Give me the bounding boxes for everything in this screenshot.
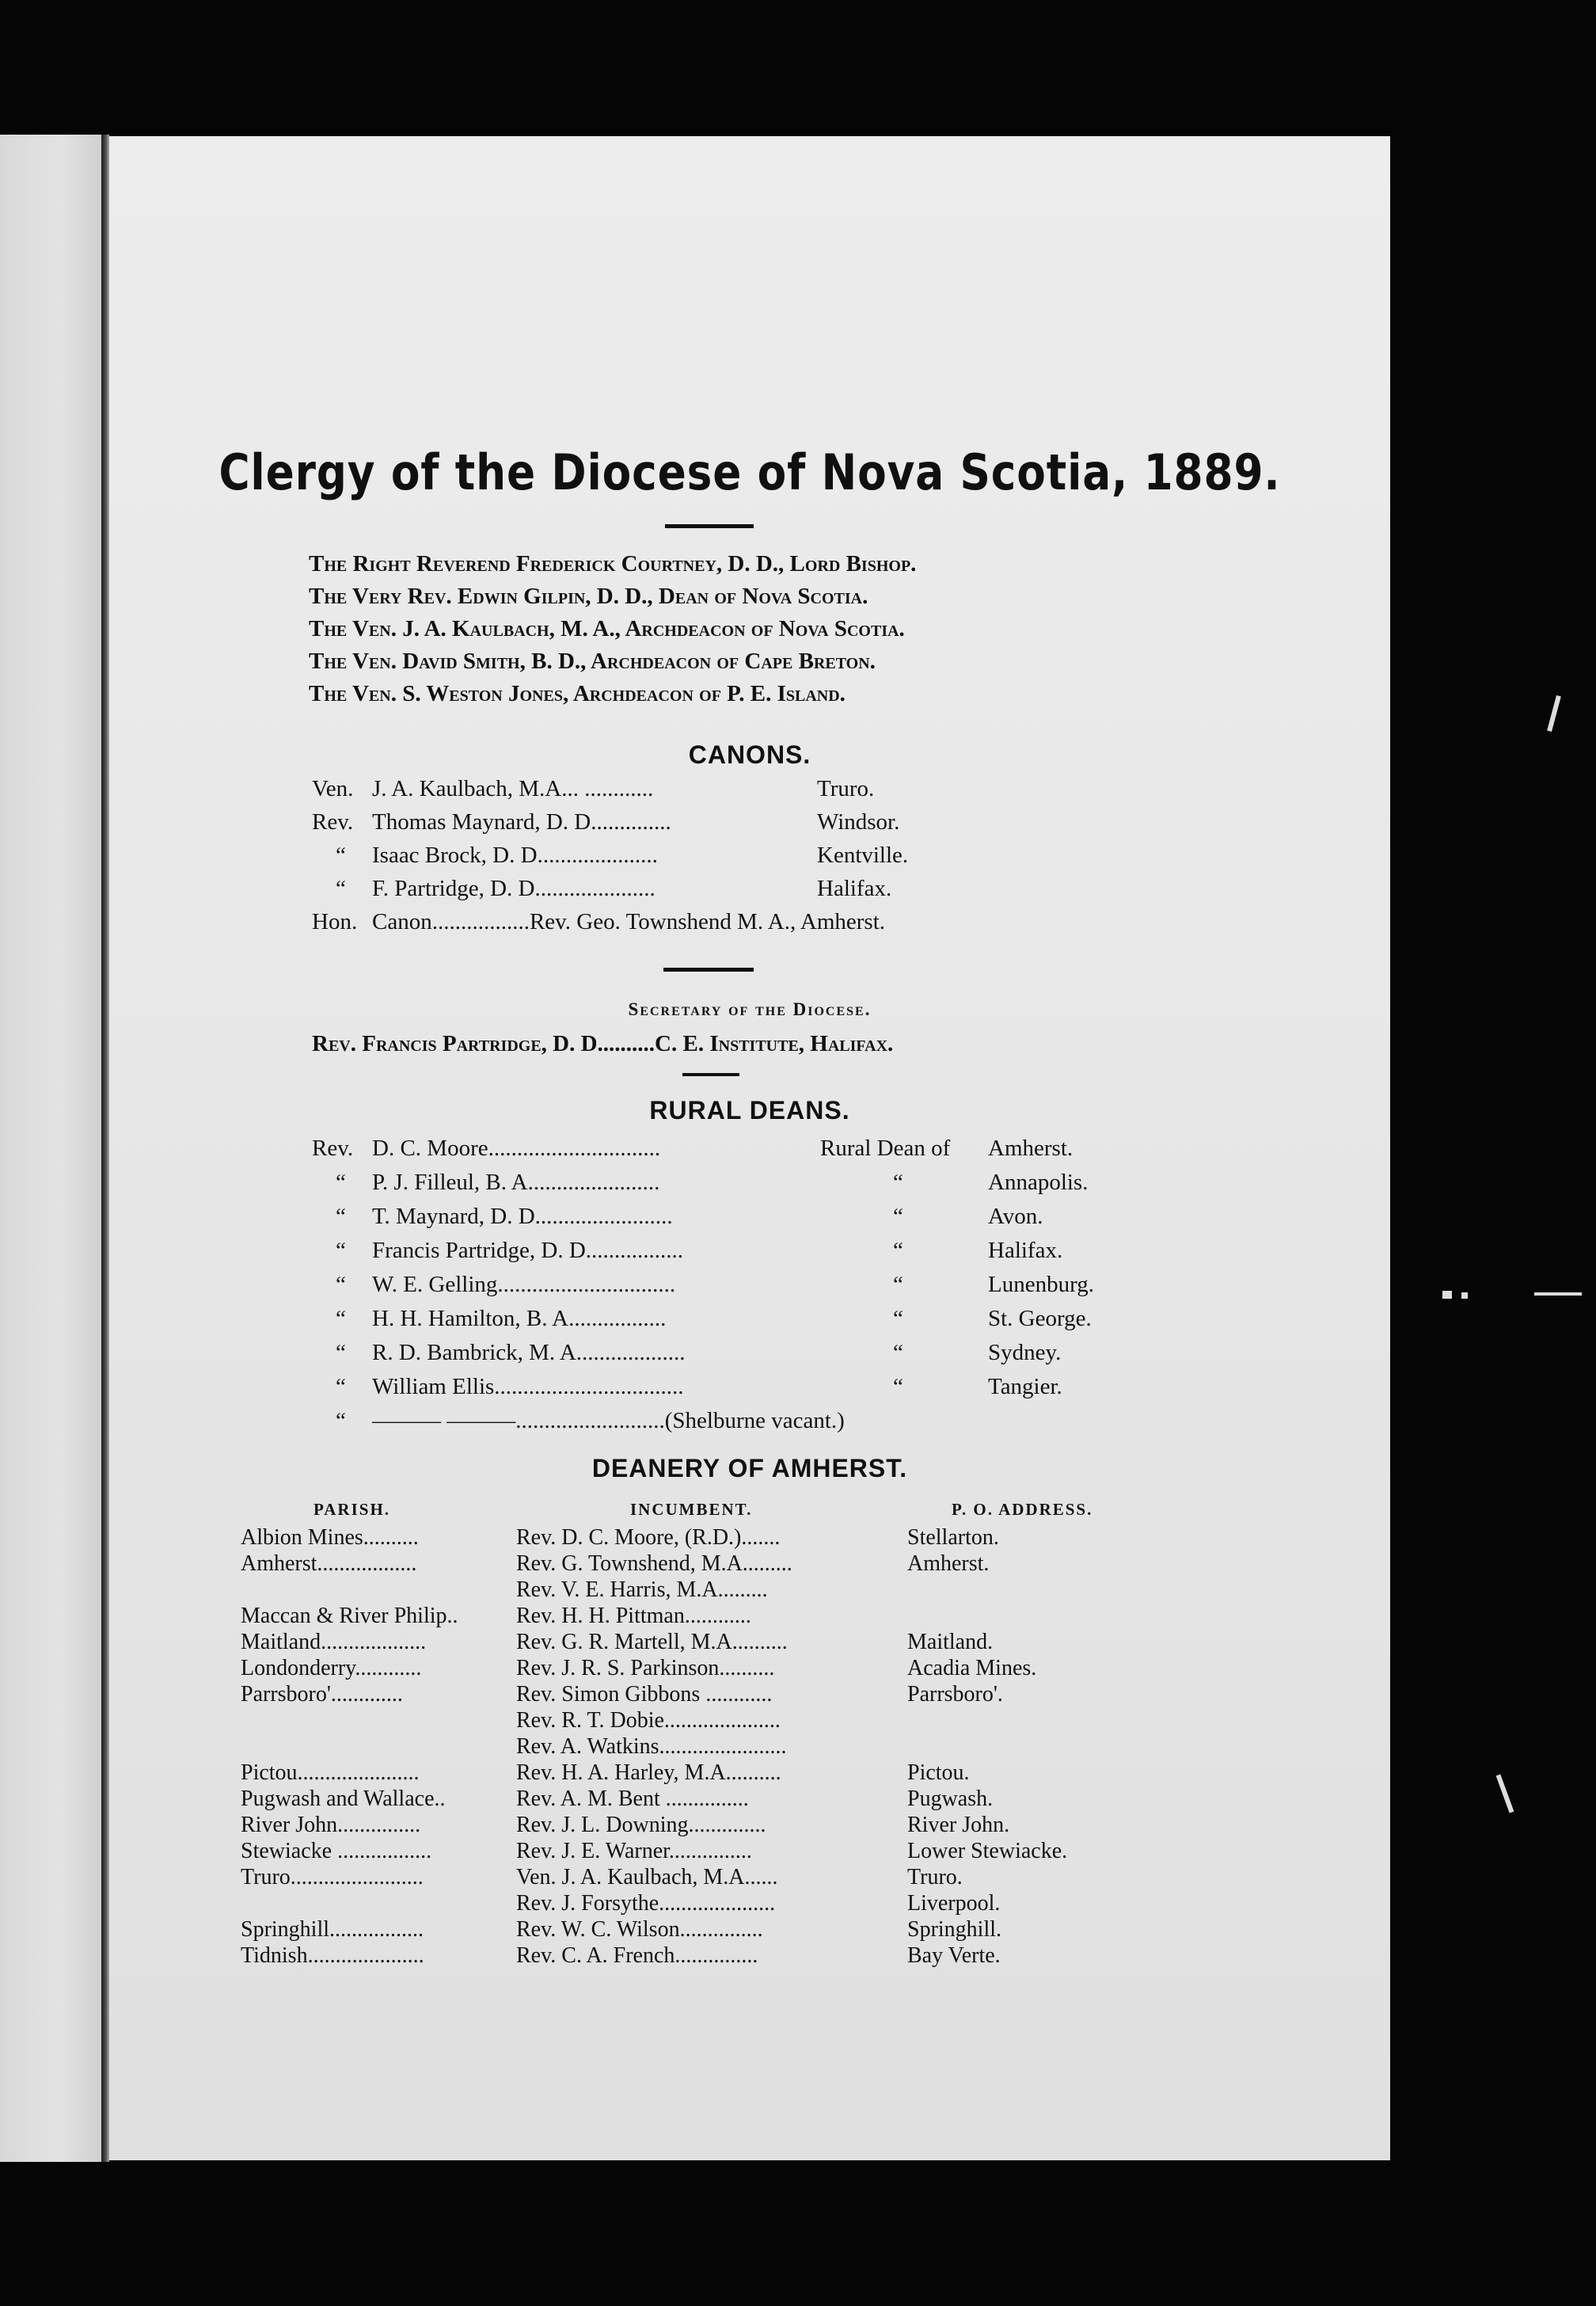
deanery-address-cell: Springhill.: [907, 1917, 1002, 1942]
canon-name: Isaac Brock, D. D.....................: [372, 843, 658, 868]
dean-mark: “: [893, 1272, 903, 1297]
canon-name: F. Partridge, D. D.....................: [372, 876, 656, 901]
facing-page-edge: [0, 135, 101, 2162]
deanery-address-cell: Amherst.: [907, 1551, 990, 1576]
dean-prefix: “: [336, 1238, 346, 1263]
section-divider: [663, 968, 754, 972]
dean-name: T. Maynard, D. D........................: [372, 1204, 673, 1229]
deanery-incumbent-cell: Rev. A. M. Bent ...............: [516, 1787, 749, 1811]
canon-prefix: Ven.: [312, 776, 354, 801]
deanery-heading: DEANERY OF AMHERST.: [591, 1454, 908, 1482]
deanery-incumbent-cell: Rev. J. Forsythe.....................: [516, 1891, 776, 1916]
dean-name: Francis Partridge, D. D.................: [372, 1238, 684, 1263]
deanery-incumbent-cell: Rev. J. R. S. Parkinson..........: [516, 1656, 775, 1680]
dean-name: H. H. Hamilton, B. A.................: [372, 1306, 667, 1331]
canon-place: Halifax.: [817, 876, 892, 901]
hon-canon-prefix: Hon.: [312, 909, 358, 934]
canon-prefix: “: [336, 876, 346, 901]
dean-place: Amherst.: [988, 1136, 1074, 1161]
deanery-incumbent-cell: Rev. G. Townshend, M.A.........: [516, 1551, 792, 1576]
rural-deans-heading: RURAL DEANS.: [649, 1096, 850, 1124]
canon-place: Kentville.: [817, 843, 909, 868]
canon-place: Truro.: [817, 776, 875, 801]
film-scratch: [1547, 695, 1561, 732]
deanery-incumbent-cell: Rev. D. C. Moore, (R.D.).......: [516, 1525, 781, 1550]
deanery-parish-cell: Maitland...................: [241, 1630, 427, 1654]
canon-name: Thomas Maynard, D. D..............: [372, 809, 671, 835]
canon-prefix: Rev.: [312, 809, 354, 835]
deanery-incumbent-cell: Rev. C. A. French...............: [516, 1943, 758, 1968]
vacant-line: ——— ———..........................(Shelburne vacant.): [372, 1408, 845, 1433]
column-header-parish: PARISH.: [314, 1500, 391, 1519]
dean-name: D. C. Moore..............................: [372, 1136, 661, 1161]
deanery-address-cell: Truro.: [907, 1865, 963, 1889]
deanery-incumbent-cell: Rev. J. L. Downing..............: [516, 1813, 766, 1837]
dean-place: St. George.: [988, 1306, 1092, 1331]
deanery-incumbent-cell: Rev. V. E. Harris, M.A.........: [516, 1577, 768, 1602]
dignitary-line: The Ven. S. Weston Jones, Archdeacon of P. E. Island.: [309, 681, 846, 706]
deanery-parish-cell: Tidnish.....................: [241, 1943, 424, 1968]
dean-mark: “: [893, 1340, 903, 1365]
dean-place: Tangier.: [988, 1374, 1062, 1399]
deanery-incumbent-cell: Rev. R. T. Dobie.....................: [516, 1708, 781, 1733]
film-speck: [1442, 1291, 1452, 1299]
deanery-parish-cell: Parrsboro'.............: [241, 1682, 403, 1707]
secretary-heading: Secretary of the Diocese.: [628, 999, 872, 1019]
deanery-address-cell: Stellarton.: [907, 1525, 999, 1550]
deanery-address-cell: Lower Stewiacke.: [907, 1839, 1068, 1863]
dean-prefix: “: [336, 1408, 346, 1433]
dean-place: Avon.: [988, 1204, 1043, 1229]
dean-name: William Ellis.................................: [372, 1374, 684, 1399]
dignitary-line: The Right Reverend Frederick Courtney, D. D., Lord Bishop.: [309, 551, 917, 576]
film-scratch: [1496, 1774, 1514, 1813]
deanery-address-cell: Pugwash.: [907, 1787, 994, 1811]
deanery-parish-cell: Springhill.................: [241, 1917, 424, 1942]
dean-mark: “: [893, 1238, 903, 1263]
deanery-address-cell: Acadia Mines.: [907, 1656, 1037, 1680]
dean-prefix: Rev.: [312, 1136, 354, 1161]
hon-canon-line: Canon.................Rev. Geo. Townshend M. A., Amherst.: [372, 909, 886, 934]
deanery-address-cell: Liverpool.: [907, 1891, 1001, 1916]
deanery-parish-cell: River John...............: [241, 1813, 421, 1837]
dean-mark: “: [893, 1204, 903, 1229]
canon-place: Windsor.: [817, 809, 900, 835]
dean-place: Halifax.: [988, 1238, 1063, 1263]
secretary-line: Rev. Francis Partridge, D. D..........C. E. Institute, Halifax.: [312, 1031, 894, 1056]
dignitary-line: The Ven. David Smith, B. D., Archdeacon of Cape Breton.: [309, 649, 876, 674]
deanery-incumbent-cell: Rev. J. E. Warner...............: [516, 1839, 752, 1863]
dean-mark: Rural Dean of: [820, 1136, 951, 1161]
deanery-parish-cell: Amherst..................: [241, 1551, 417, 1576]
dean-name: R. D. Bambrick, M. A...................: [372, 1340, 686, 1365]
column-header-incumbent: INCUMBENT.: [630, 1500, 753, 1519]
deanery-incumbent-cell: Rev. W. C. Wilson...............: [516, 1917, 763, 1942]
column-header-address: P. O. ADDRESS.: [952, 1500, 1093, 1519]
canon-name: J. A. Kaulbach, M.A... ............: [372, 776, 654, 801]
document-page: [109, 136, 1390, 2160]
canons-heading: CANONS.: [688, 740, 811, 769]
deanery-parish-cell: Pictou......................: [241, 1760, 420, 1785]
dean-prefix: “: [336, 1170, 346, 1195]
deanery-address-cell: Maitland.: [907, 1630, 994, 1654]
dean-prefix: “: [336, 1272, 346, 1297]
dean-prefix: “: [336, 1306, 346, 1331]
dean-mark: “: [893, 1170, 903, 1195]
deanery-address-cell: Bay Verte.: [907, 1943, 1001, 1968]
deanery-parish-cell: Albion Mines..........: [241, 1525, 419, 1550]
deanery-parish-cell: Londonderry............: [241, 1656, 422, 1680]
deanery-incumbent-cell: Ven. J. A. Kaulbach, M.A......: [516, 1865, 778, 1889]
title-divider: [665, 524, 754, 528]
dean-name: W. E. Gelling...............................: [372, 1272, 676, 1297]
deanery-parish-cell: Maccan & River Philip..: [241, 1604, 458, 1628]
canon-prefix: “: [336, 843, 346, 868]
deanery-parish-cell: Pugwash and Wallace..: [241, 1787, 446, 1811]
dean-place: Annapolis.: [988, 1170, 1089, 1195]
dignitary-line: The Very Rev. Edwin Gilpin, D. D., Dean of Nova Scotia.: [309, 584, 868, 609]
deanery-address-cell: Pictou.: [907, 1760, 970, 1785]
section-divider: [682, 1073, 739, 1076]
dignitary-line: The Ven. J. A. Kaulbach, M. A., Archdeacon of Nova Scotia.: [309, 616, 905, 641]
deanery-parish-cell: Truro........................: [241, 1865, 424, 1889]
deanery-incumbent-cell: Rev. Simon Gibbons ............: [516, 1682, 773, 1707]
dean-place: Lunenburg.: [988, 1272, 1094, 1297]
dean-mark: “: [893, 1374, 903, 1399]
film-scratch: [1534, 1292, 1582, 1296]
dean-mark: “: [893, 1306, 903, 1331]
page-gutter: [101, 135, 109, 2162]
page-title: Clergy of the Diocese of Nova Scotia, 1889.: [218, 443, 1281, 501]
dean-place: Sydney.: [988, 1340, 1062, 1365]
deanery-incumbent-cell: Rev. H. A. Harley, M.A..........: [516, 1760, 781, 1785]
deanery-address-cell: River John.: [907, 1813, 1010, 1837]
dean-name: P. J. Filleul, B. A.......................: [372, 1170, 660, 1195]
dean-prefix: “: [336, 1374, 346, 1399]
film-speck: [1461, 1292, 1468, 1299]
deanery-incumbent-cell: Rev. A. Watkins.......................: [516, 1734, 787, 1759]
dean-prefix: “: [336, 1340, 346, 1365]
dean-prefix: “: [336, 1204, 346, 1229]
deanery-parish-cell: Stewiacke .................: [241, 1839, 432, 1863]
deanery-address-cell: Parrsboro'.: [907, 1682, 1003, 1707]
deanery-incumbent-cell: Rev. H. H. Pittman............: [516, 1604, 751, 1628]
deanery-incumbent-cell: Rev. G. R. Martell, M.A..........: [516, 1630, 788, 1654]
